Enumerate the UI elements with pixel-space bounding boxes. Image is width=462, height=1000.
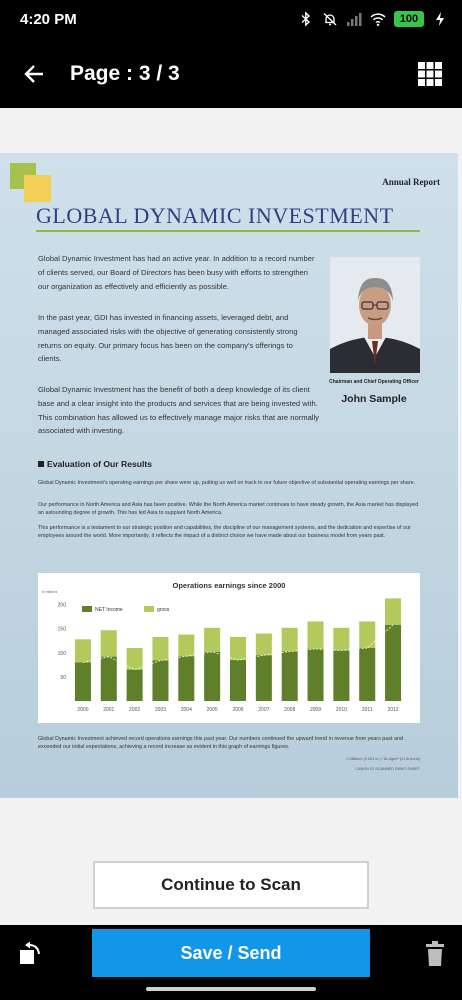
trash-icon bbox=[424, 941, 446, 967]
y-tick-label: 50 bbox=[60, 674, 66, 681]
x-tick-label: 2007 bbox=[258, 707, 270, 713]
bluetooth-icon bbox=[298, 11, 314, 27]
chart-caption: Global Dynamic Investment achieved record operations earnings this past year. Our numbers continued the upward trend in revenue from years past and exceeded our initial expectations, achieving a record increase as evident in this graph of earnings figures. bbox=[38, 736, 403, 750]
battery-icon: 100 bbox=[394, 11, 424, 27]
y-tick-label: 100 bbox=[57, 650, 66, 657]
rotate-button[interactable] bbox=[12, 936, 48, 972]
photo-caption-name: John Sample bbox=[341, 393, 407, 405]
rotate-icon bbox=[16, 940, 44, 968]
x-tick-label: 2006 bbox=[232, 707, 244, 713]
earnings-chart-svg bbox=[38, 573, 420, 723]
net-income-bar bbox=[75, 662, 91, 701]
gross-bar bbox=[308, 622, 324, 649]
net-income-bar bbox=[282, 651, 298, 701]
paragraph-3: Global Dynamic Investment has the benefit of both a deep knowledge of its client base and a clear insight into the products and services that are being invested with. This combination has allowed us to effectively manage major risks that are normally associated with investing. bbox=[38, 385, 319, 436]
continue-to-scan-button[interactable]: Continue to Scan bbox=[93, 861, 369, 909]
gross-bar bbox=[75, 639, 91, 662]
x-tick-label: 2011 bbox=[361, 707, 373, 713]
chairman-photo bbox=[330, 257, 420, 373]
earnings-chart bbox=[38, 573, 420, 723]
x-tick-label: 2003 bbox=[154, 707, 167, 713]
grid-view-button[interactable] bbox=[410, 54, 450, 94]
net-income-bar bbox=[333, 650, 349, 701]
grid-view-icon bbox=[418, 62, 442, 86]
gross-bar bbox=[282, 628, 298, 652]
signal-icon bbox=[346, 11, 362, 27]
document-title: GLOBAL DYNAMIC INVESTMENT bbox=[36, 203, 394, 228]
chart-y-label: in millions bbox=[42, 590, 58, 594]
gross-bar bbox=[230, 637, 246, 660]
gross-bar bbox=[127, 648, 143, 670]
delete-button[interactable] bbox=[420, 936, 450, 972]
footer-line-1: 0.085mm (0.003 in.) / 81.4g/m² (21 lb bond) bbox=[346, 757, 420, 761]
section-heading-text: Evaluation of Our Results bbox=[47, 459, 153, 469]
net-income-bar bbox=[101, 657, 117, 701]
x-tick-label: 2008 bbox=[284, 707, 296, 713]
annual-report-label: Annual Report bbox=[382, 177, 440, 187]
small-paragraph-1: Global Dynamic Investment's operating earnings per share were up, putting us well on track to our future objective of substantial operating earnings per share. bbox=[38, 480, 416, 486]
net-income-bar bbox=[127, 670, 143, 701]
x-tick-label: 2010 bbox=[335, 707, 347, 713]
net-income-bar bbox=[152, 661, 168, 701]
bottom-action-bar bbox=[0, 925, 462, 1000]
gross-bar bbox=[204, 628, 220, 652]
y-tick-label: 200 bbox=[57, 602, 66, 609]
gross-bar bbox=[256, 634, 272, 656]
x-tick-label: 2002 bbox=[129, 707, 141, 713]
net-income-bar bbox=[385, 625, 401, 701]
back-arrow-icon bbox=[23, 63, 45, 85]
x-tick-label: 2009 bbox=[309, 707, 322, 713]
x-tick-label: 2012 bbox=[387, 707, 399, 713]
status-icons bbox=[298, 11, 448, 27]
paragraph-2: In the past year, GDI has invested in financing assets, leveraged debt, and managed associated risks with the objective of generating consistently strong returns on equity. Our primary focus has been on the company's offerings to clients. bbox=[38, 313, 298, 364]
logo-square-yellow bbox=[24, 175, 51, 202]
gross-bar bbox=[385, 598, 401, 625]
section-heading bbox=[38, 459, 152, 469]
net-income-bar bbox=[256, 655, 272, 701]
x-tick-label: 2005 bbox=[206, 707, 218, 713]
title-divider bbox=[36, 230, 420, 232]
small-paragraph-3: This performance is a testament to our strategic position and capabilities, the discipline of our management systems, and the dedication and expertise of our employees around the world. More importantly, it reflects the impact of a distinct choice we have made about our business model from years past. bbox=[38, 525, 411, 539]
back-button[interactable] bbox=[14, 54, 54, 94]
home-indicator[interactable] bbox=[146, 987, 316, 991]
gross-bar bbox=[152, 637, 168, 661]
gross-bar bbox=[359, 622, 375, 649]
paragraph-1: Global Dynamic Investment has had an active year. In addition to a record number of clients served, our Board of Directors has been busy with efforts to strengthen our organization as effectively and efficiently as possible. bbox=[38, 254, 315, 291]
x-tick-label: 2000 bbox=[77, 707, 89, 713]
gross-bar bbox=[101, 630, 117, 657]
y-tick-label: 150 bbox=[57, 626, 66, 633]
small-paragraph-2: Our performance in North America and Asia has been positive. While the North America market continues to have steady growth, the Asia market has displayed an astounding degree of growth. This has led Asia to supplant North America. bbox=[38, 502, 419, 516]
section-bullet bbox=[38, 461, 44, 467]
net-income-bar bbox=[204, 652, 220, 701]
chart-title: Operations earnings since 2000 bbox=[172, 581, 286, 590]
charging-icon bbox=[432, 11, 448, 27]
legend-label-net-income: NET Income bbox=[95, 607, 123, 613]
document-preview-area bbox=[0, 108, 462, 860]
wifi-icon bbox=[370, 11, 386, 27]
photo-caption-role: Chairman and Chief Operating Officer bbox=[329, 379, 419, 385]
page-title: Page : 3 / 3 bbox=[70, 62, 180, 85]
net-income-bar bbox=[230, 660, 246, 701]
scanned-page[interactable] bbox=[0, 153, 458, 798]
status-time: 4:20 PM bbox=[20, 11, 77, 28]
net-income-bar bbox=[359, 648, 375, 701]
gross-bar bbox=[178, 635, 194, 657]
status-bar bbox=[0, 0, 462, 40]
x-tick-label: 2001 bbox=[103, 707, 115, 713]
footer-line-2: CANON 02 SCANNED DEMO SHEET bbox=[355, 767, 420, 771]
legend-label-gross: gross bbox=[157, 607, 170, 613]
mute-icon bbox=[322, 11, 338, 27]
legend-swatch-gross bbox=[144, 606, 154, 612]
net-income-bar bbox=[178, 656, 194, 701]
x-tick-label: 2004 bbox=[180, 707, 192, 713]
save-send-button[interactable]: Save / Send bbox=[92, 929, 370, 977]
top-app-bar bbox=[0, 40, 462, 108]
gross-bar bbox=[333, 628, 349, 651]
net-income-bar bbox=[308, 649, 324, 701]
legend-swatch-net-income bbox=[82, 606, 92, 612]
